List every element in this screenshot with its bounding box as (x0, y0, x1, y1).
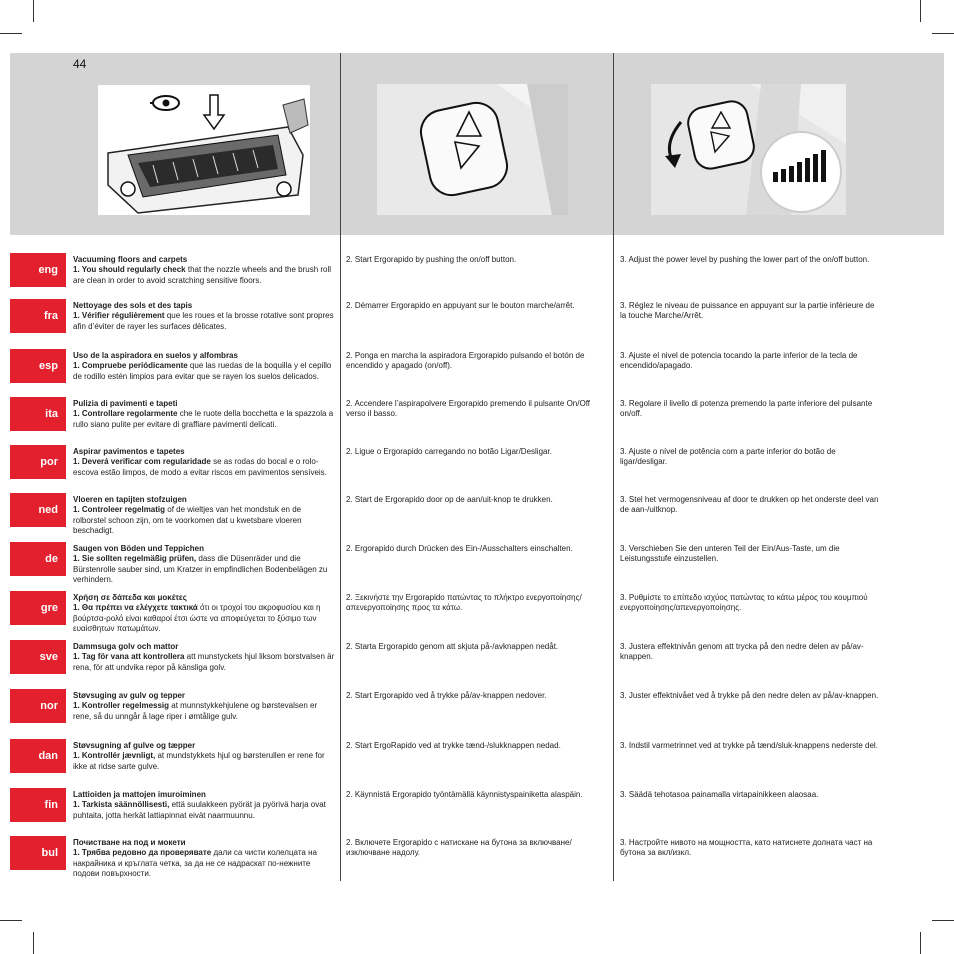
column-divider (613, 53, 614, 881)
language-tab (10, 253, 66, 287)
step-3-text: 3. Настройте нивото на мощността, като натиснете долната част на бутона за вкл/изкл. (620, 838, 873, 858)
section-title: Saugen von Böden und Teppichen (73, 544, 204, 553)
step-1-rest: at mundstykkets hjul og børsterullen er rene for ikke at ridse sarte gulve. (73, 751, 325, 771)
language-tab (10, 299, 66, 333)
step-1-bold: 1. Compruebe periódicamente (73, 361, 188, 371)
step-3-text: 3. Säädä tehotasoa painamalla virtapainikkeen alaosaa. (620, 790, 819, 799)
language-code: fra (43, 310, 58, 322)
section-title: Pulizia di pavimenti e tapeti (73, 399, 178, 408)
language-tab (10, 640, 66, 674)
language-tab (10, 689, 66, 723)
section-title: Vloeren en tapijten stofzuigen (73, 495, 187, 504)
step-1-rest: at munnstykkehjulene og børstevalsen er rene, så du unngår å lage riper i ømtålige gulv. (73, 701, 318, 721)
step-2-text: 2. Start de Ergorapido door op de aan/uit-knop te drukken. (346, 495, 553, 504)
step-3-text: 3. Regolare il livello di potenza premendo la parte inferiore del pulsante on/off. (620, 399, 873, 419)
step-1-text (73, 495, 335, 536)
crop-mark (33, 0, 34, 22)
step-1-text (73, 593, 335, 634)
step-2-text: 2. Ξεκινήστε την Ergorapido πατώντας το πλήκτρο ενεργοποίησης/απενεργοποίησης προς τα κάτω. (346, 593, 582, 613)
language-code: dan (38, 750, 58, 762)
step-2-text: 2. Start ErgoRapido ved at trykke tænd-/slukknappen nedad. (346, 741, 561, 750)
step-1-text (73, 447, 335, 478)
step-1-text (73, 255, 335, 286)
step-1-text (73, 642, 335, 673)
language-tab (10, 739, 66, 773)
step-3-text: 3. Stel het vermogensniveau af door te drukken op het onderste deel van de aan-/uitknop. (620, 495, 879, 515)
step-1-rest: que les roues et la brosse rotative sont propres afin d’éviter de rayer les surfaces délicates. (73, 311, 334, 331)
language-code: esp (39, 360, 58, 372)
step-1-rest: ότι οι τροχοί του ακροφυσίου και η βούρτσα-ρολό είναι καθαροί έτσι ώστε να αποφεύγεται το ξύσιμο των ευαίσθητων πατωμάτων. (73, 603, 321, 633)
language-code: eng (38, 264, 58, 276)
step-1-rest: дали са чисти колелцата на накрайника и кръглата четка, за да не се надраскат по-нежните подови повърхности. (73, 848, 317, 878)
language-tab (10, 493, 66, 527)
page-number: 44 (73, 57, 87, 71)
step-1-text (73, 351, 335, 382)
language-tab (10, 591, 66, 625)
step-1-bold: 1. Tarkista säännöllisesti, (73, 800, 170, 810)
step-1-rest: att munstyckets hjul liksom borstvalsen är rena, för att undvika repor på känsliga golv. (73, 652, 335, 672)
step-1-bold: 1. Vérifier régulièrement (73, 311, 165, 321)
language-tab (10, 836, 66, 870)
step-1-rest: että suulakkeen pyörät ja pyörivä harja ovat puhtaita, jotta herkät lattiapinnat eivät naarmuunnu. (73, 800, 326, 820)
step-2-text: 2. Ergorapido durch Drücken des Ein-/Ausschalters einschalten. (346, 544, 573, 553)
language-code: ita (45, 408, 58, 420)
step-3-text: 3. Ρυθμίστε το επίπεδο ισχύος πατώντας το κάτω μέρος του κουμπιού ενεργοποίησης/απενεργοποίησης. (620, 593, 868, 613)
power-level-illustration (651, 84, 846, 215)
crop-mark (0, 33, 22, 34)
step-1-rest: se as rodas do bocal e o rolo-escova estão limpos, de modo a evitar riscos em pavimentos sensíveis. (73, 457, 327, 477)
step-3-text: 3. Justera effektnivån genom att trycka på den nedre delen av på/av-knappen. (620, 642, 864, 662)
step-1-text (73, 399, 335, 430)
step-1-bold: 1. Deverá verificar com regularidade (73, 457, 211, 467)
step-1-text (73, 741, 335, 772)
language-code: fin (44, 799, 58, 811)
step-3-text: 3. Indstil varmetrinnet ved at trykke på tænd/sluk-knappens nederste del. (620, 741, 878, 750)
section-title: Støvsugning af gulve og tæpper (73, 741, 196, 750)
step-1-bold: 1. You should regularly check (73, 265, 186, 275)
crop-mark (33, 932, 34, 954)
step-1-bold: 1. Θα πρέπει να ελέγχετε τακτικά (73, 603, 198, 613)
step-1-text (73, 790, 335, 821)
section-title: Vacuuming floors and carpets (73, 255, 188, 264)
section-title: Nettoyage des sols et des tapis (73, 301, 193, 310)
language-code: gre (40, 602, 58, 614)
step-2-text: 2. Démarrer Ergorapido en appuyant sur le bouton marche/arrêt. (346, 301, 575, 310)
language-code: nor (40, 700, 58, 712)
section-title: Støvsuging av gulv og tepper (73, 691, 186, 700)
step-3-text: 3. Verschieben Sie den unteren Teil der Ein/Aus-Taste, um die Leistungsstufe einzustellen. (620, 544, 840, 564)
section-title: Χρήση σε δάπεδα και μοκέτες (73, 593, 187, 602)
nozzle-inspection-illustration (98, 85, 310, 215)
crop-mark (920, 932, 921, 954)
section-title: Uso de la aspiradora en suelos y alfombras (73, 351, 238, 360)
step-2-text: 2. Start Ergorapido ved å trykke på/av-knappen nedover. (346, 691, 547, 700)
language-tab (10, 788, 66, 822)
step-2-text: 2. Ligue o Ergorapido carregando no botão Ligar/Desligar. (346, 447, 552, 456)
step-1-bold: 1. Kontroller regelmessig (73, 701, 170, 711)
step-1-bold: 1. Трябва редовно да проверявате (73, 848, 212, 858)
language-code: de (45, 553, 58, 565)
step-1-text (73, 544, 335, 585)
section-title: Aspirar pavimentos e tapetes (73, 447, 185, 456)
language-tab (10, 397, 66, 431)
crop-mark (920, 0, 921, 22)
step-1-bold: 1. Tag för vana att kontrollera (73, 652, 185, 662)
crop-mark (932, 33, 954, 34)
section-title: Lattioiden ja mattojen imuroiminen (73, 790, 206, 799)
step-3-text: 3. Juster effektnivået ved å trykke på den nedre delen av på/av-knappen. (620, 691, 879, 700)
column-divider (340, 53, 341, 881)
step-1-rest: che le ruote della bocchetta e la spazzola a rullo siano pulite per evitare di graffiare pavimenti delicati. (73, 409, 334, 429)
language-tab (10, 349, 66, 383)
step-1-rest: that the nozzle wheels and the brush roll are clean in order to avoid scratching sensitive floors. (73, 265, 332, 285)
step-1-text (73, 691, 335, 722)
language-code: por (40, 456, 58, 468)
crop-mark (932, 920, 954, 921)
language-tab (10, 445, 66, 479)
language-code: bul (41, 847, 58, 859)
step-2-text: 2. Включете Ergorapido с натискане на бутона за включване/изключване надолу. (346, 838, 572, 858)
step-1-bold: 1. Controllare regolarmente (73, 409, 178, 419)
language-code: sve (39, 651, 58, 663)
step-1-bold: 1. Kontrollér jævnligt, (73, 751, 156, 761)
section-title: Dammsuga golv och mattor (73, 642, 179, 651)
step-1-bold: 1. Controleer regelmatig (73, 505, 166, 515)
on-off-button-illustration (377, 84, 568, 215)
step-2-text: 2. Start Ergorapido by pushing the on/off button. (346, 255, 517, 264)
step-2-text: 2. Accendere l’aspirapolvere Ergorapido premendo il pulsante On/Off verso il basso. (346, 399, 590, 419)
step-3-text: 3. Réglez le niveau de puissance en appuyant sur la partie inférieure de la touche Marche/Arrêt. (620, 301, 875, 321)
step-1-text (73, 301, 335, 332)
step-3-text: 3. Ajuste el nivel de potencia tocando la parte inferior de la tecla de encendido/apagado. (620, 351, 858, 371)
step-2-text: 2. Käynnistä Ergorapido työntämällä käynnistyspainiketta alaspäin. (346, 790, 583, 799)
step-1-rest: que las ruedas de la boquilla y el cepillo de rodillo estén limpios para evitar que se rayen los suelos delicados. (73, 361, 332, 381)
crop-mark (0, 920, 22, 921)
step-3-text: 3. Adjust the power level by pushing the lower part of the on/off button. (620, 255, 870, 264)
step-1-bold: 1. Sie sollten regelmäßig prüfen, (73, 554, 197, 564)
language-tab (10, 542, 66, 576)
step-1-rest: dass die Düsenräder und die Bürstenrolle sauber sind, um Kratzer in empfindlichen Bodenbelägen zu verhindern. (73, 554, 328, 584)
language-code: ned (38, 504, 58, 516)
section-title: Почистване на под и мокети (73, 838, 186, 847)
step-2-text: 2. Ponga en marcha la aspiradora Ergorapido pulsando el botón de encendido y apagado (on/off). (346, 351, 585, 371)
step-1-rest: of de wieltjes van het mondstuk en de rolborstel schoon zijn, om te voorkomen dat u kwetsbare vloeren beschadigt. (73, 505, 302, 535)
step-3-text: 3. Ajuste o nível de potência com a parte inferior do botão de ligar/desligar. (620, 447, 836, 467)
step-1-text (73, 838, 335, 879)
step-2-text: 2. Starta Ergorapido genom att skjuta på-/avknappen nedåt. (346, 642, 559, 651)
